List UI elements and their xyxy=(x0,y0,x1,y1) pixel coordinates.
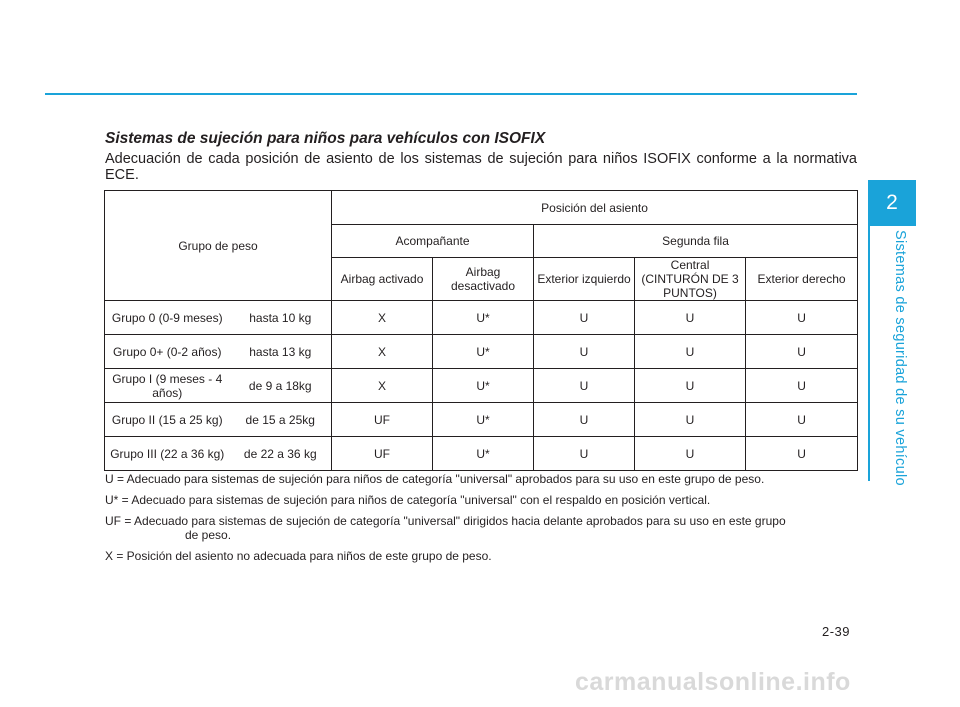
sub-header-outer-right: Exterior derecho xyxy=(746,258,858,301)
row-group: Grupo II (15 a 25 kg) xyxy=(105,403,230,437)
row-value: U* xyxy=(433,301,534,335)
second-row-header: Segunda fila xyxy=(534,225,858,258)
row-weight: de 22 a 36 kg xyxy=(230,437,332,471)
table-row xyxy=(105,369,858,403)
passenger-header: Acompañante xyxy=(332,225,534,258)
row-value: U xyxy=(635,437,746,471)
legend-uf-continued: de peso. xyxy=(185,528,232,542)
row-value: X xyxy=(332,369,433,403)
row-value: U* xyxy=(433,335,534,369)
row-value: X xyxy=(332,335,433,369)
page-number: 2-39 xyxy=(822,624,851,639)
section-intro: Adecuación de cada posición de asiento de los sistemas de sujeción para niños ISOFIX conforme a la normativa ECE. xyxy=(105,151,857,183)
row-value: U xyxy=(746,335,858,369)
row-value: X xyxy=(332,301,433,335)
row-value: UF xyxy=(332,437,433,471)
row-value: U xyxy=(534,335,635,369)
row-value: U xyxy=(534,437,635,471)
chapter-number-tab[interactable] xyxy=(868,180,916,226)
sub-header-center: Central (CINTURÓN DE 3 PUNTOS) xyxy=(635,258,746,301)
legend xyxy=(105,472,865,570)
row-weight: de 9 a 18kg xyxy=(230,369,332,403)
table-row xyxy=(105,437,858,471)
row-value: U xyxy=(534,403,635,437)
row-value: U* xyxy=(433,437,534,471)
table-row xyxy=(105,335,858,369)
section-title: Sistemas de sujeción para niños para vehículos con ISOFIX xyxy=(105,130,546,147)
sub-header-outer-left: Exterior izquierdo xyxy=(534,258,635,301)
row-group: Grupo III (22 a 36 kg) xyxy=(105,437,230,471)
legend-u: U = Adecuado para sistemas de sujeción para niños de categoría "universal" aprobados para su uso en este grupo de peso. xyxy=(105,472,765,486)
row-weight: hasta 10 kg xyxy=(230,301,332,335)
row-value: U* xyxy=(433,403,534,437)
row-value: U xyxy=(746,403,858,437)
legend-x: X = Posición del asiento no adecuada para niños de este grupo de peso. xyxy=(105,549,492,563)
row-value: UF xyxy=(332,403,433,437)
table-row xyxy=(105,403,858,437)
row-group: Grupo 0+ (0-2 años) xyxy=(105,335,230,369)
header-rule xyxy=(45,93,857,95)
row-value: U xyxy=(746,437,858,471)
sub-header-airbag-off: Airbag desactivado xyxy=(433,258,534,301)
sub-header-airbag-on: Airbag activado xyxy=(332,258,433,301)
watermark: carmanualsonline.info xyxy=(575,668,851,696)
legend-u-star: U* = Adecuado para sistemas de sujeción para niños de categoría "universal" con el respaldo en posición vertical. xyxy=(105,493,711,507)
row-weight: de 15 a 25kg xyxy=(230,403,332,437)
row-group: Grupo 0 (0-9 meses) xyxy=(105,301,230,335)
row-value: U* xyxy=(433,369,534,403)
row-value: U xyxy=(746,369,858,403)
row-weight: hasta 13 kg xyxy=(230,335,332,369)
row-value: U xyxy=(635,301,746,335)
row-value: U xyxy=(746,301,858,335)
row-value: U xyxy=(534,301,635,335)
chapter-title: Sistemas de seguridad de su vehículo xyxy=(892,230,908,486)
legend-uf: UF = Adecuado para sistemas de sujeción de categoría "universal" dirigidos hacia delante aprobados para su uso en este grupo xyxy=(105,514,786,528)
row-value: U xyxy=(534,369,635,403)
chapter-number: 2 xyxy=(886,191,898,214)
row-group: Grupo I (9 meses - 4 años) xyxy=(105,369,230,403)
row-value: U xyxy=(635,403,746,437)
isofix-suitability-table xyxy=(104,190,858,471)
table-row xyxy=(105,301,858,335)
row-value: U xyxy=(635,335,746,369)
row-value: U xyxy=(635,369,746,403)
position-header: Posición del asiento xyxy=(332,191,858,225)
group-header: Grupo de peso xyxy=(105,191,332,301)
